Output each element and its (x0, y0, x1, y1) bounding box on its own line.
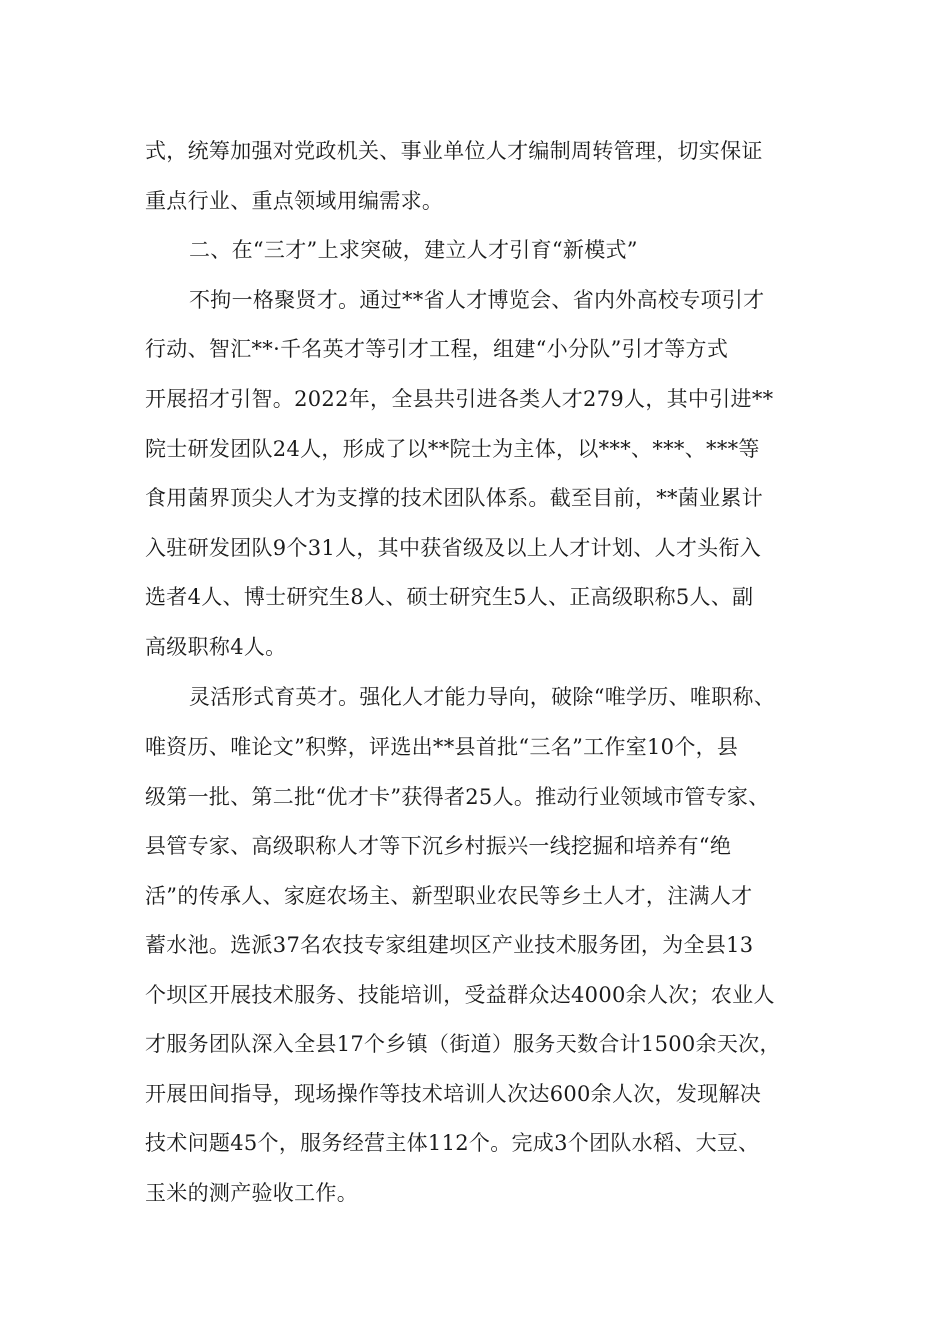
text-line: 唯资历、唯论文”积弊，评选出**县首批“三名”工作室10个，县 (145, 735, 739, 759)
text-line: 食用菌界顶尖人才为支撑的技术团队体系。截至目前，**菌业累计 (145, 486, 763, 510)
text-line: 级第一批、第二批“优才卡”获得者25人。推动行业领域市管专家、 (145, 785, 770, 809)
text-line: 重点行业、重点领域用编需求。 (145, 189, 444, 213)
section-heading: 二、在“三才”上求突破，建立人才引育“新模式” (189, 238, 638, 262)
text-line: 式，统筹加强对党政机关、事业单位人才编制周转管理，切实保证 (145, 139, 763, 163)
text-line: 院士研发团队24人，形成了以**院士为主体，以***、***、***等 (145, 437, 760, 461)
text-line: 开展田间指导，现场操作等技术培训人次达600余人次，发现解决 (145, 1082, 762, 1106)
text-line: 蓄水池。选派37名农技专家组建坝区产业技术服务团，为全县13 (145, 933, 754, 957)
text-line: 入驻研发团队9个31人，其中获省级及以上人才计划、人才头衔入 (145, 536, 762, 560)
text-line: 行动、智汇**·千名英才等引才工程，组建“小分队”引才等方式 (145, 337, 729, 361)
text-line: 玉米的测产验收工作。 (145, 1181, 358, 1205)
text-line: 高级职称4人。 (145, 635, 287, 659)
text-line: 选者4人、博士研究生8人、硕士研究生5人、正高级职称5人、副 (145, 585, 754, 609)
text-line: 活”的传承人、家庭农场主、新型职业农民等乡土人才，注满人才 (145, 884, 753, 908)
paragraph-start: 不拘一格聚贤才。通过**省人才博览会、省内外高校专项引才 (189, 288, 765, 312)
paragraph-start: 灵活形式育英才。强化人才能力导向，破除“唯学历、唯职称、 (189, 685, 776, 709)
text-line: 开展招才引智。2022年，全县共引进各类人才279人，其中引进** (145, 387, 774, 411)
text-line: 县管专家、高级职称人才等下沉乡村振兴一线挖掘和培养有“绝 (145, 834, 732, 858)
text-line: 技术问题45个，服务经营主体112个。完成3个团队水稻、大豆、 (145, 1131, 760, 1155)
text-line: 个坝区开展技术服务、技能培训，受益群众达4000余人次；农业人 (145, 983, 775, 1007)
text-line: 才服务团队深入全县17个乡镇（街道）服务天数合计1500余天次， (145, 1032, 781, 1056)
